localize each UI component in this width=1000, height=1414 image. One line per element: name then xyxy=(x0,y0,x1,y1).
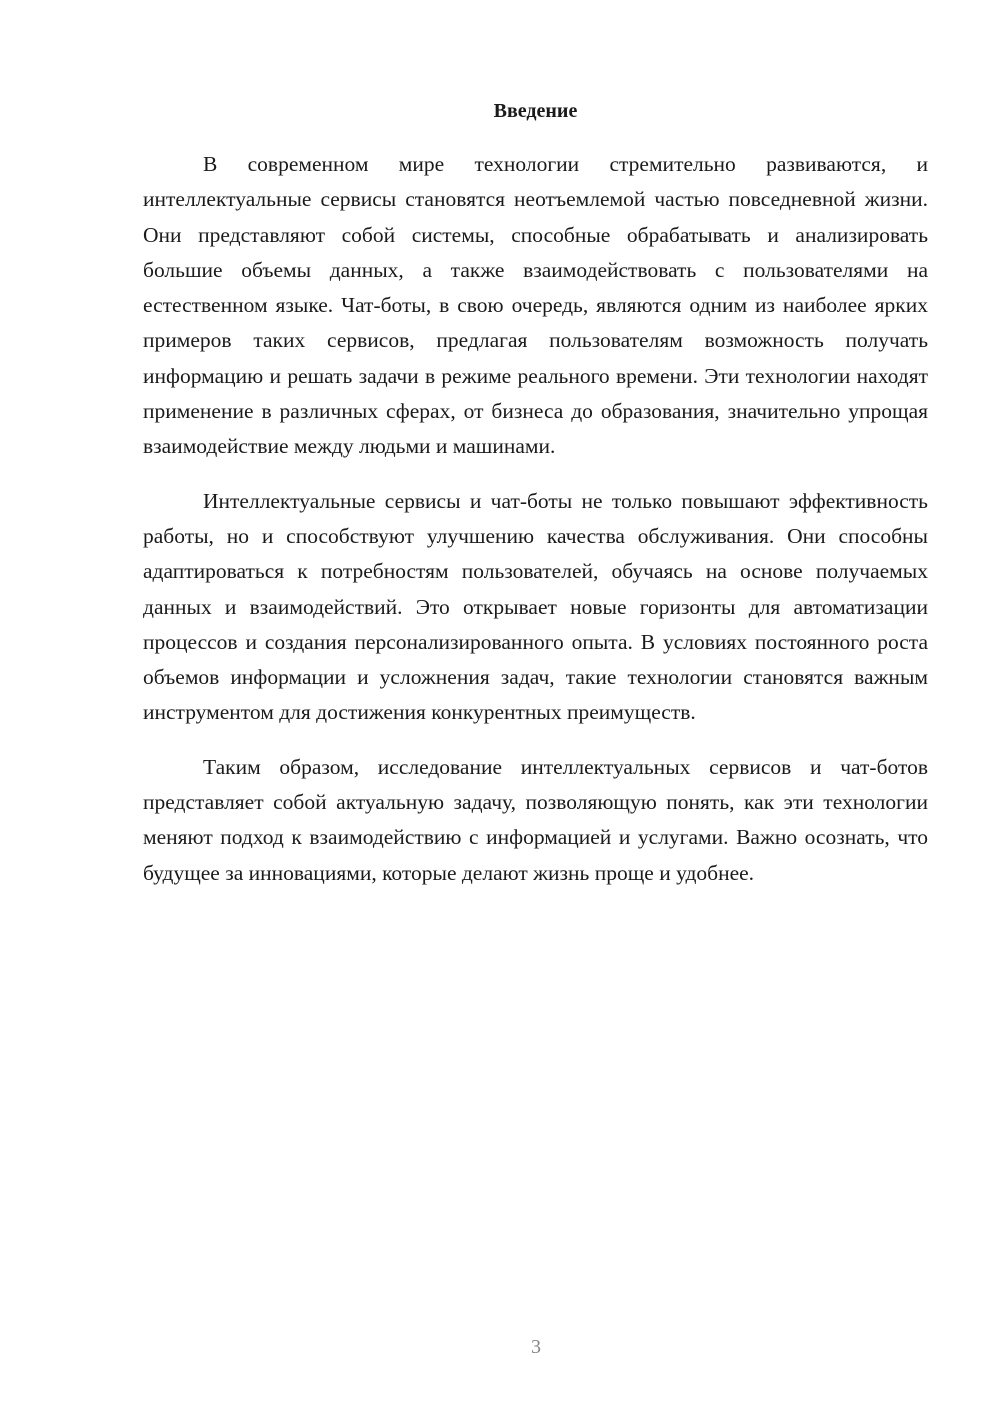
paragraph-1: В современном мире технологии стремительно развиваются, и интеллектуальные сервисы становятся неотъемлемой частью повседневной жизни. Они представляют собой системы, способные обрабатывать и анализировать большие объемы данных, а также взаимодействовать с пользователями на естественном языке. Чат-боты, в свою очередь, являются одним из наиболее ярких примеров таких сервисов, предлагая пользователям возможность получать информацию и решать задачи в режиме реального времени. Эти технологии находят применение в различных сферах, от бизнеса до образования, значительно упрощая взаимодействие между людьми и машинами. xyxy=(143,152,928,459)
page-content xyxy=(143,97,928,910)
page-number: 3 xyxy=(531,1336,541,1358)
paragraph-3: Таким образом, исследование интеллектуальных сервисов и чат-ботов представляет собой актуальную задачу, позволяющую понять, как эти технологии меняют подход к взаимодействию с информацией и услугами. Важно осознать, что будущее за инновациями, которые делают жизнь проще и удобнее. xyxy=(143,754,928,885)
paragraph-2: Интеллектуальные сервисы и чат-боты не только повышают эффективность работы, но и способствуют улучшению качества обслуживания. Они способны адаптироваться к потребностям пользователей, обучаясь на основе получаемых данных и взаимодействий. Это открывает новые горизонты для автоматизации процессов и создания персонализированного опыта. В условиях постоянного роста объемов информации и усложнения задач, такие технологии становятся важным инструментом для достижения конкурентных преимуществ. xyxy=(143,488,928,725)
section-title: Введение xyxy=(493,100,578,122)
